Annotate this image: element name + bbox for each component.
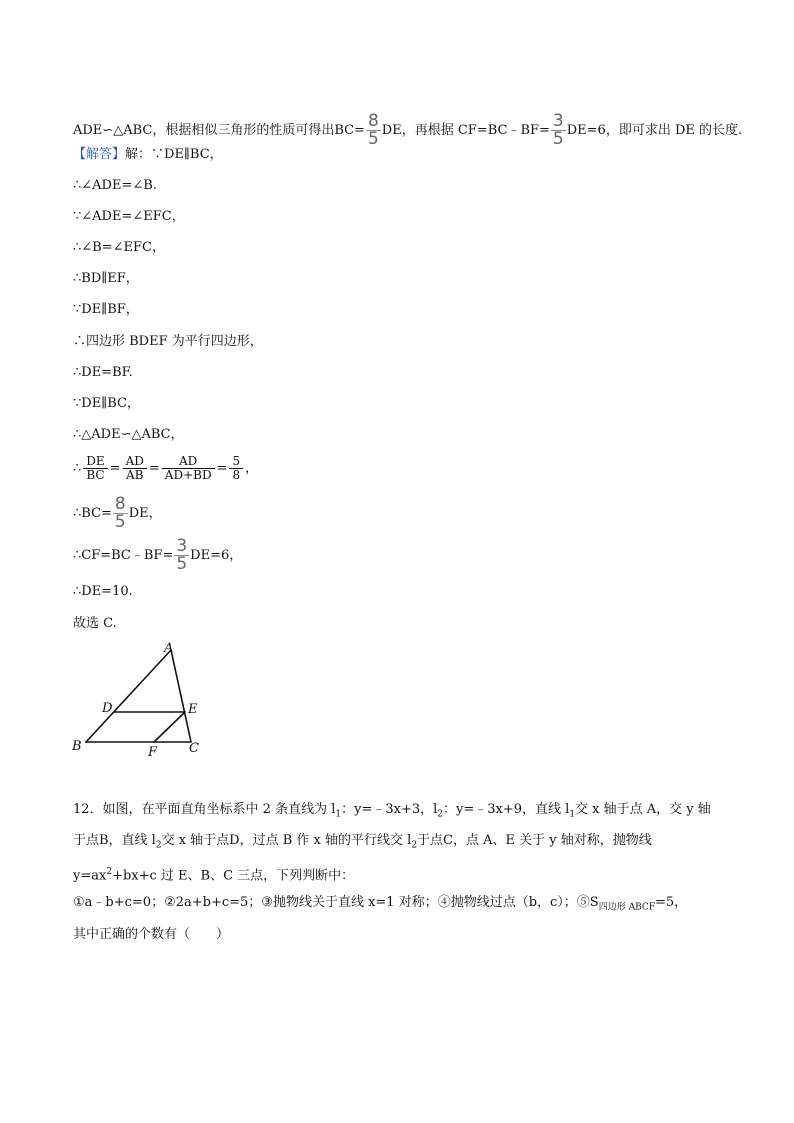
proof-line: ∴DE=BF. xyxy=(73,365,133,380)
text-segment: 于点B，直线 l xyxy=(73,833,156,848)
proof-line: ∵DE∥BF， xyxy=(73,302,139,317)
denominator: 5 xyxy=(176,554,188,574)
superscript: 2 xyxy=(106,867,113,877)
denominator: 5 xyxy=(552,129,564,149)
text-segment: ∴CF=BC﹣BF= xyxy=(73,548,174,563)
numerator: AD xyxy=(179,454,198,468)
fraction xyxy=(162,455,215,482)
text-segment: ：y=﹣3x+3，l xyxy=(341,802,438,817)
text-segment: DE，再根据 CF=BC﹣BF= xyxy=(381,123,550,138)
text-segment: ：y=﹣3x+9，直线 l xyxy=(443,802,570,817)
text-segment: DE=6， xyxy=(190,548,243,563)
denominator: 8 xyxy=(229,468,243,482)
text-segment: 于点C，点 A、E 关于 y 轴对称，抛物线 xyxy=(417,833,652,848)
denominator: 5 xyxy=(114,512,126,532)
proof-line: ∴△ADE∽△ABC， xyxy=(73,427,184,442)
text-segment: =5， xyxy=(655,895,688,910)
numerator: AD xyxy=(125,454,144,468)
numerator: DE xyxy=(86,454,105,468)
solution-label: 【解答】 xyxy=(73,147,126,162)
equals: = xyxy=(148,461,160,476)
text-segment: ∴BC= xyxy=(73,506,112,521)
fraction xyxy=(113,496,128,531)
q12-line-3 xyxy=(73,864,354,884)
subscript: 1 xyxy=(335,809,342,820)
fraction xyxy=(366,113,381,148)
text-segment: 交 x 轴于点D，过点 B 作 x 轴的平行线交 l xyxy=(161,833,412,848)
proof-line: ∴四边形 BDEF 为平行四边形， xyxy=(73,334,263,349)
numerator: 8 xyxy=(367,111,379,131)
equals: = xyxy=(216,461,228,476)
triangle-figure xyxy=(70,642,210,760)
analysis-line xyxy=(73,113,742,148)
q12-line-1 xyxy=(73,802,711,823)
denominator: BC xyxy=(83,468,107,482)
proof-line: ∵∠ADE=∠EFC， xyxy=(73,209,185,224)
fraction xyxy=(229,455,243,482)
equals: = xyxy=(109,461,121,476)
text-segment: DE， xyxy=(128,506,162,521)
numerator: 5 xyxy=(232,454,241,468)
text-segment: y=ax xyxy=(73,868,107,884)
text-segment: DE=6，即可求出 DE 的长度. xyxy=(566,123,743,138)
proof-line: ∴∠ADE=∠B. xyxy=(73,178,157,193)
denominator: AD+BD xyxy=(162,468,215,482)
solution-text: 解：∵DE∥BC， xyxy=(125,147,223,162)
denominator: AB xyxy=(123,468,147,482)
comma: ， xyxy=(245,461,259,476)
bc-line xyxy=(73,496,162,532)
subscript: 2 xyxy=(411,840,418,851)
label-E: E xyxy=(188,702,198,717)
fraction xyxy=(123,455,147,482)
label-D: D xyxy=(102,701,113,716)
q12-line-4 xyxy=(73,895,687,916)
text-segment: ADE∽△ABC，根据相似三角形的性质可得出BC= xyxy=(73,123,365,138)
fraction xyxy=(551,113,566,148)
proof-line: ∴DE=10. xyxy=(73,584,133,599)
label-B: B xyxy=(72,739,82,754)
text-segment: +bx+c 过 E、B、C 三点，下列判断中： xyxy=(112,868,355,884)
subscript: 2 xyxy=(155,840,162,851)
cf-line xyxy=(73,538,242,574)
subscript: 2 xyxy=(437,809,444,820)
fraction xyxy=(174,538,189,573)
label-C: C xyxy=(189,741,199,756)
fraction xyxy=(83,455,107,482)
numerator: 8 xyxy=(114,494,126,514)
text-segment: 12．如图，在平面直角坐标系中 2 条直线为 l xyxy=(73,802,336,817)
proof-line: ∴BD∥EF， xyxy=(73,271,139,286)
label-F: F xyxy=(148,745,158,760)
label-A: A xyxy=(164,642,174,656)
subscript: 四边形 ABCF xyxy=(598,902,655,913)
denominator: 5 xyxy=(367,129,379,149)
numerator: 3 xyxy=(552,111,564,131)
q12-line-5: 其中正确的个数有（ ） xyxy=(73,927,230,942)
therefore-symbol: ∴ xyxy=(73,461,82,476)
ratio-line xyxy=(73,452,258,486)
proof-line: ∵DE∥BC， xyxy=(73,396,140,411)
q12-line-2 xyxy=(73,833,652,854)
text-segment: ①a﹣b+c=0；②2a+b+c=5；③抛物线关于直线 x=1 对称；④抛物线过点（b，c）；⑤S xyxy=(73,895,599,910)
proof-line: ∴∠B=∠EFC， xyxy=(73,240,165,255)
subscript: 1 xyxy=(569,809,576,820)
solution-start xyxy=(73,147,223,163)
answer-line: 故选 C. xyxy=(73,616,117,631)
numerator: 3 xyxy=(176,536,188,556)
text-segment: 交 x 轴于点 A，交 y 轴 xyxy=(575,802,711,817)
